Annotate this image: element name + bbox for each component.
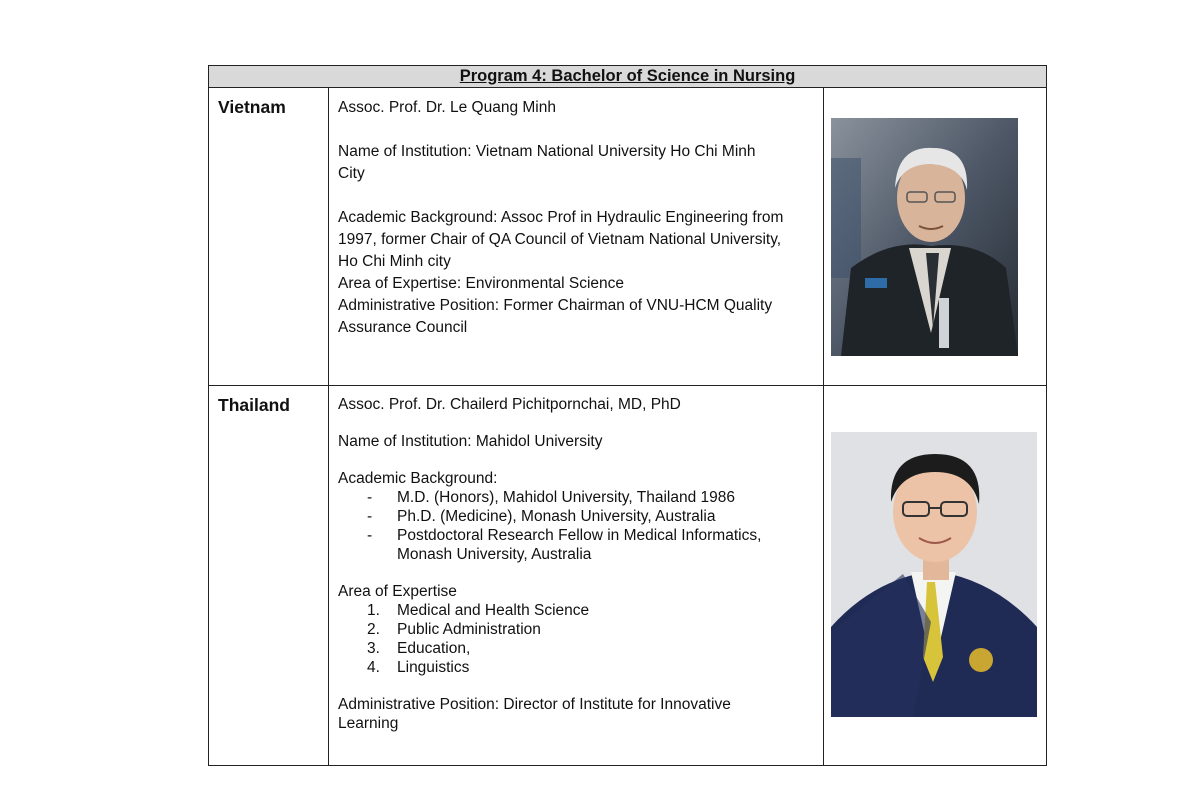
list-marker: - [367, 527, 373, 544]
list-marker: 2. [367, 621, 380, 638]
list-text: M.D. (Honors), Mahidol University, Thailand 1986 [397, 489, 735, 506]
info-cell [329, 386, 824, 766]
portrait-photo [831, 432, 1037, 717]
list-item [338, 526, 814, 564]
background-line-2: 1997, former Chair of QA Council of Vietnam National University, [338, 231, 782, 248]
position-line-2: Learning [338, 715, 399, 732]
list-item [338, 639, 814, 658]
list-text: Linguistics [397, 659, 470, 676]
position-line-1: Administrative Position: Former Chairman of VNU-HCM Quality [338, 297, 773, 314]
portrait-illustration [831, 432, 1037, 717]
photo-cell [824, 88, 1047, 386]
background-line-3: Ho Chi Minh city [338, 253, 451, 270]
position-line-2: Assurance Council [338, 319, 468, 336]
list-item [338, 601, 814, 620]
person-name: Assoc. Prof. Dr. Le Quang Minh [338, 99, 556, 116]
list-marker: 3. [367, 640, 380, 657]
list-text-line-2: Monash University, Australia [397, 546, 592, 563]
table-row [209, 386, 1047, 766]
list-item [338, 620, 814, 639]
list-text [397, 526, 814, 564]
background-line-1: Academic Background: Assoc Prof in Hydraulic Engineering from [338, 209, 784, 226]
country-cell [209, 386, 329, 766]
person-name: Assoc. Prof. Dr. Chailerd Pichitpornchai, MD, PhD [338, 396, 681, 413]
program-title-cell [209, 66, 1047, 88]
expertise-line: Area of Expertise: Environmental Science [338, 275, 625, 292]
program-title: Program 4: Bachelor of Science in Nursing [459, 67, 796, 85]
institution-line-1: Name of Institution: Vietnam National University Ho Chi Minh [338, 143, 756, 160]
list-marker: 4. [367, 659, 380, 676]
list-item [338, 658, 814, 677]
info-cell [329, 88, 824, 386]
photo-cell [824, 386, 1047, 766]
background-heading: Academic Background: [338, 470, 498, 487]
list-text-line-1: Postdoctoral Research Fellow in Medical Informatics, [397, 527, 762, 544]
position-line-1: Administrative Position: Director of Institute for Innovative [338, 696, 731, 713]
list-marker: - [367, 489, 373, 506]
list-item [338, 488, 814, 507]
list-text: Public Administration [397, 621, 541, 638]
institution-line: Name of Institution: Mahidol University [338, 433, 603, 450]
country-cell [209, 88, 329, 386]
list-text: Education, [397, 640, 471, 657]
country-label: Vietnam [218, 97, 286, 117]
portrait-photo [831, 118, 1018, 356]
expertise-list [338, 601, 814, 677]
list-text: Medical and Health Science [397, 602, 590, 619]
list-marker: 1. [367, 602, 380, 619]
list-item [338, 507, 814, 526]
program-table [208, 65, 1047, 766]
list-marker: - [367, 508, 373, 525]
background-list [338, 488, 814, 564]
country-label: Thailand [218, 395, 290, 415]
expertise-heading: Area of Expertise [338, 583, 457, 600]
table-row [209, 88, 1047, 386]
list-text: Ph.D. (Medicine), Monash University, Australia [397, 508, 716, 525]
institution-line-2: City [338, 165, 365, 182]
portrait-illustration [831, 118, 1018, 356]
